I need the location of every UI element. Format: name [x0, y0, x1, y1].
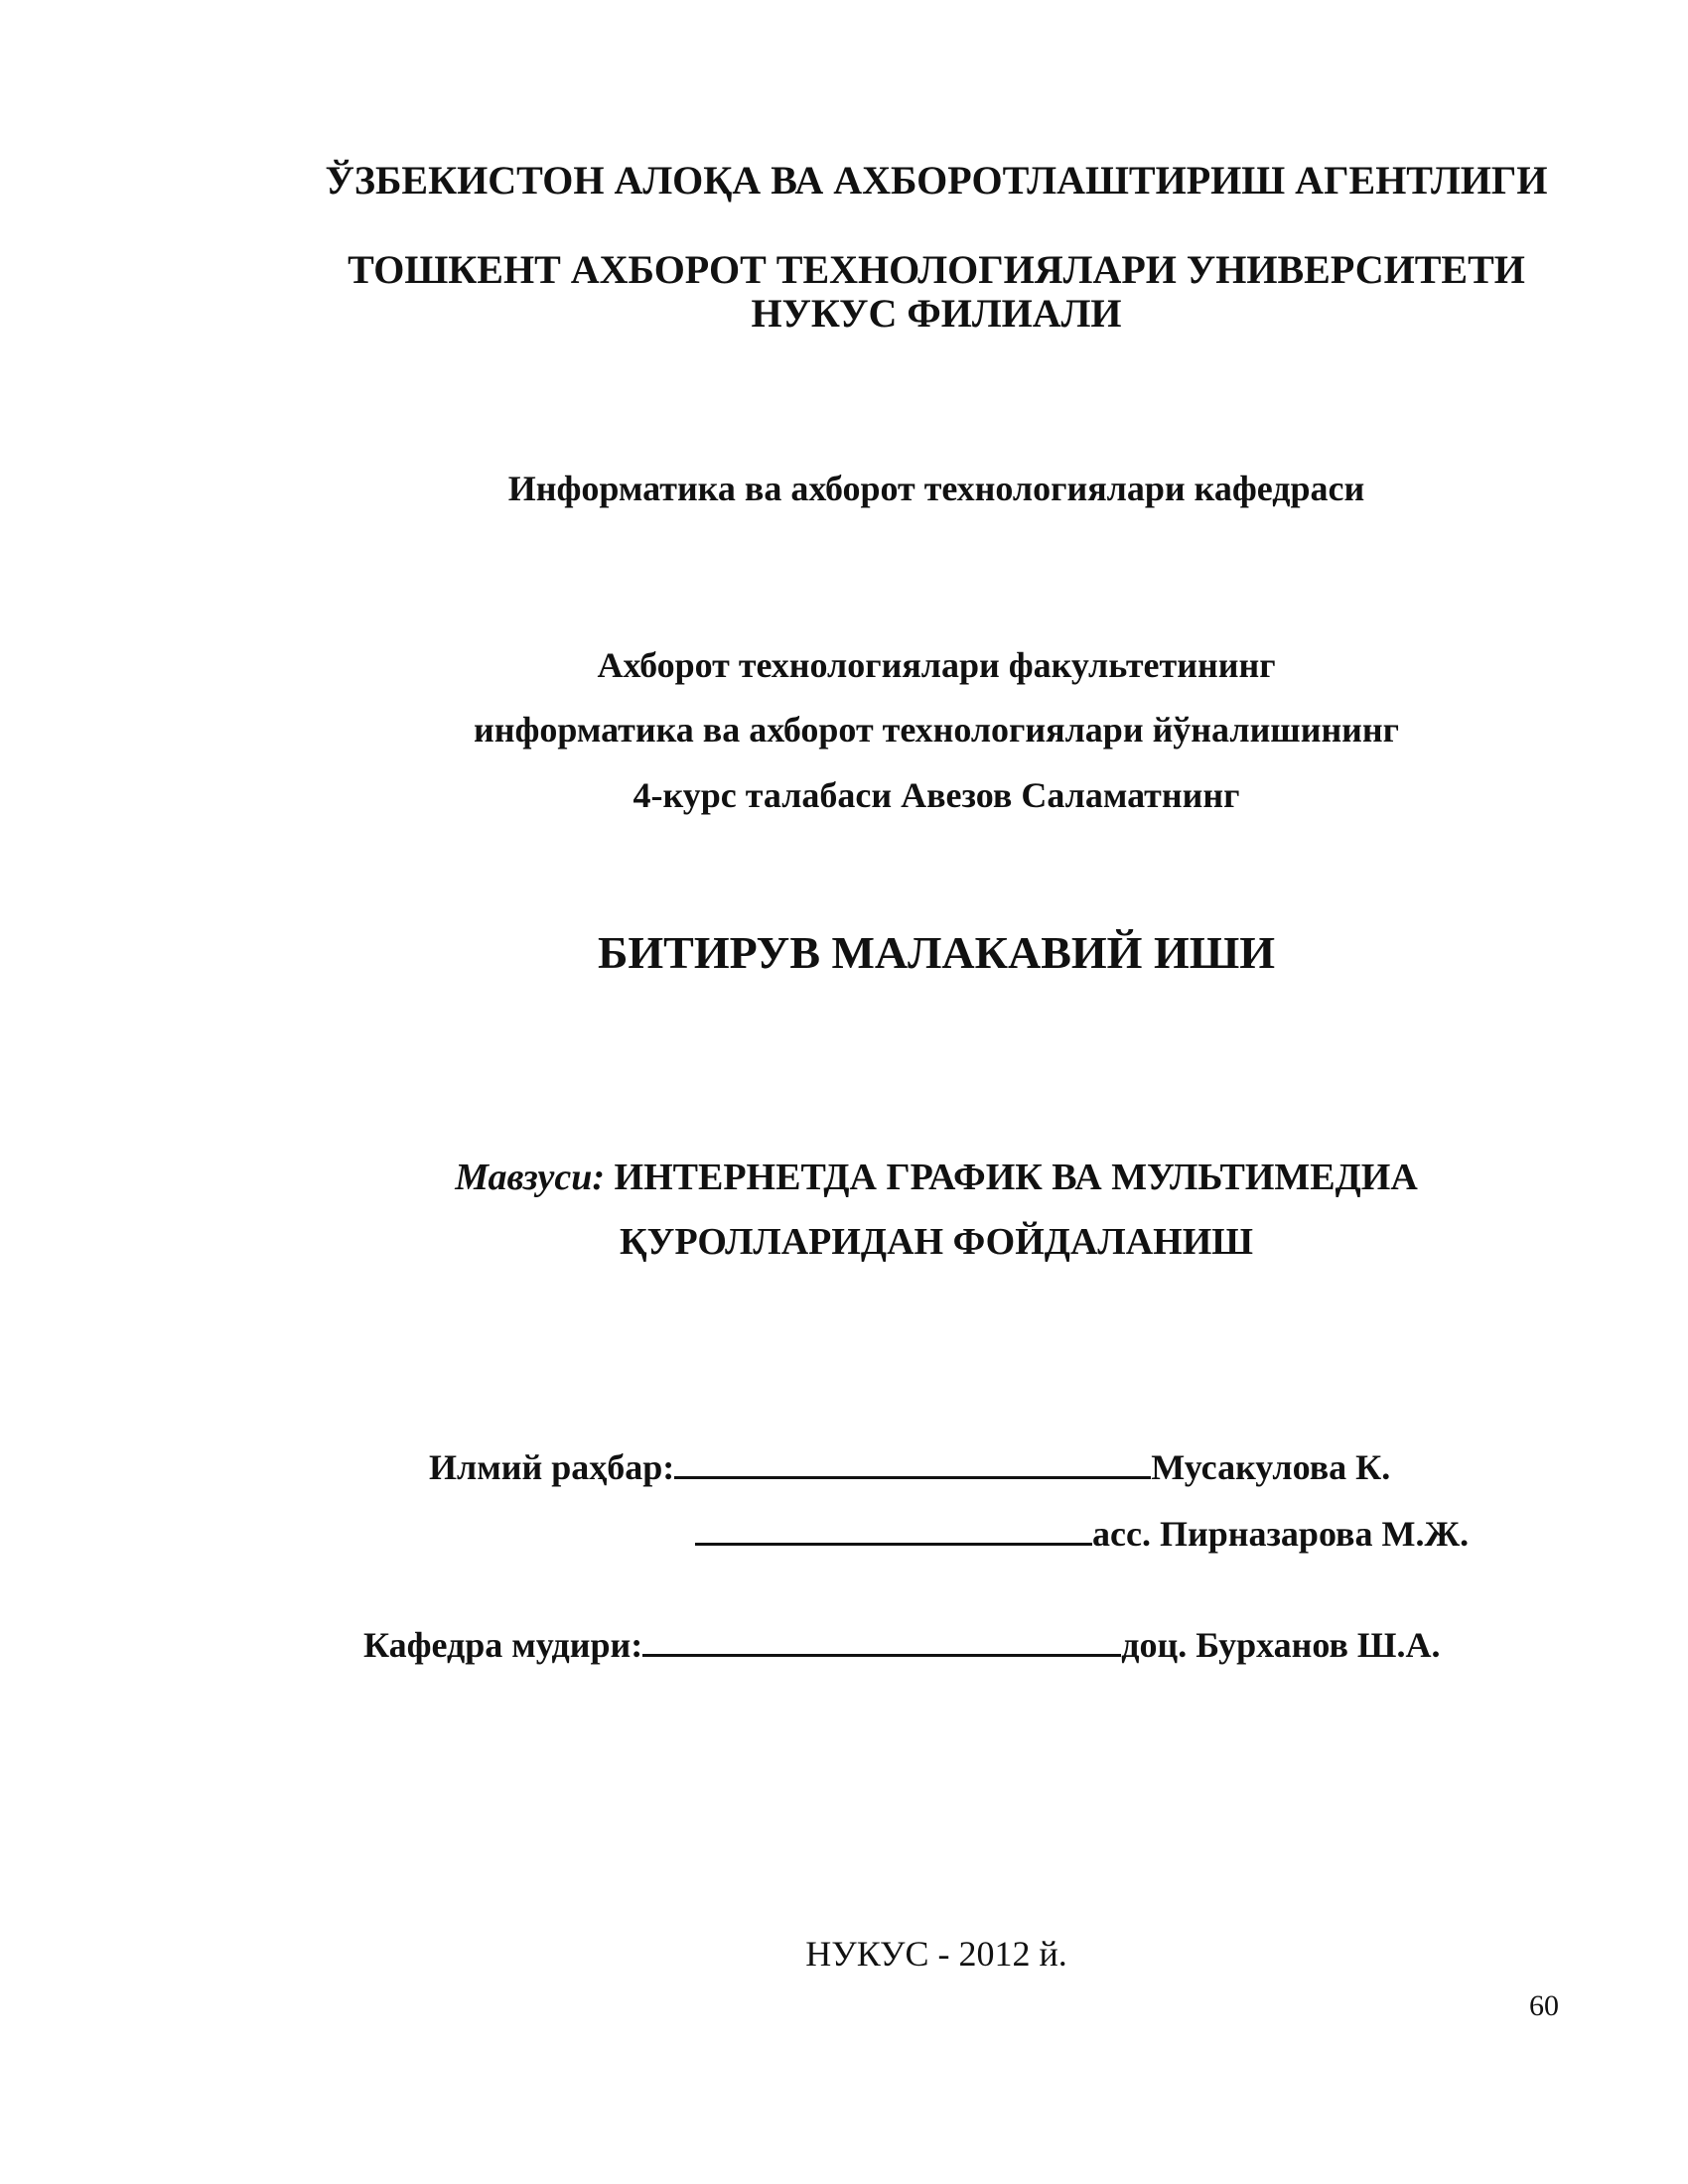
- assistant-signature-blank: [695, 1513, 1092, 1546]
- topic-text-line1: ИНТЕРНЕТДА ГРАФИК ВА МУЛЬТИМЕДИА: [614, 1157, 1418, 1198]
- supervisor-label: Илмий раҳбар:: [429, 1447, 675, 1487]
- topic-line1: [0, 1159, 1688, 1196]
- student-faculty-line: Ахборот технологиялари факультетининг: [597, 645, 1276, 685]
- student-direction-line: информатика ва ахборот технологиялари йўналишининг: [473, 710, 1400, 750]
- assistant-signature-line: [695, 1513, 1469, 1552]
- topic-line2: ҚУРОЛЛАРИДАН ФОЙДАЛАНИШ: [620, 1221, 1253, 1263]
- head-label: Кафедра мудири:: [363, 1625, 643, 1665]
- page-number: 60: [1529, 1989, 1559, 2022]
- head-signature-line: [363, 1624, 1440, 1663]
- head-name: доц. Бурханов Ш.А.: [1121, 1625, 1441, 1665]
- agency-heading: ЎЗБЕКИСТОН АЛОҚА ВА АХБОРОТЛАШТИРИШ АГЕНТЛИГИ: [325, 158, 1548, 203]
- topic-label: Мавзуси:: [455, 1157, 606, 1198]
- university-heading-line1: ТОШКЕНТ АХБОРОТ ТЕХНОЛОГИЯЛАРИ УНИВЕРСИТЕТИ: [348, 247, 1525, 292]
- supervisor-name: Мусакулова К.: [1151, 1447, 1391, 1487]
- department-name: Информатика ва ахборот технологиялари кафедраси: [507, 469, 1365, 508]
- supervisor-signature-line: [429, 1446, 1390, 1485]
- university-heading-line2: НУКУС ФИЛИАЛИ: [751, 291, 1122, 336]
- student-name-line: 4-курс талабаси Авезов Саламатнинг: [633, 775, 1240, 815]
- supervisor-signature-blank: [674, 1446, 1151, 1479]
- work-title: БИТИРУВ МАЛАКАВИЙ ИШИ: [597, 927, 1276, 978]
- assistant-name: асс. Пирназарова М.Ж.: [1092, 1514, 1470, 1554]
- head-signature-blank: [642, 1624, 1121, 1657]
- city-year: НУКУС - 2012 й.: [805, 1934, 1067, 1974]
